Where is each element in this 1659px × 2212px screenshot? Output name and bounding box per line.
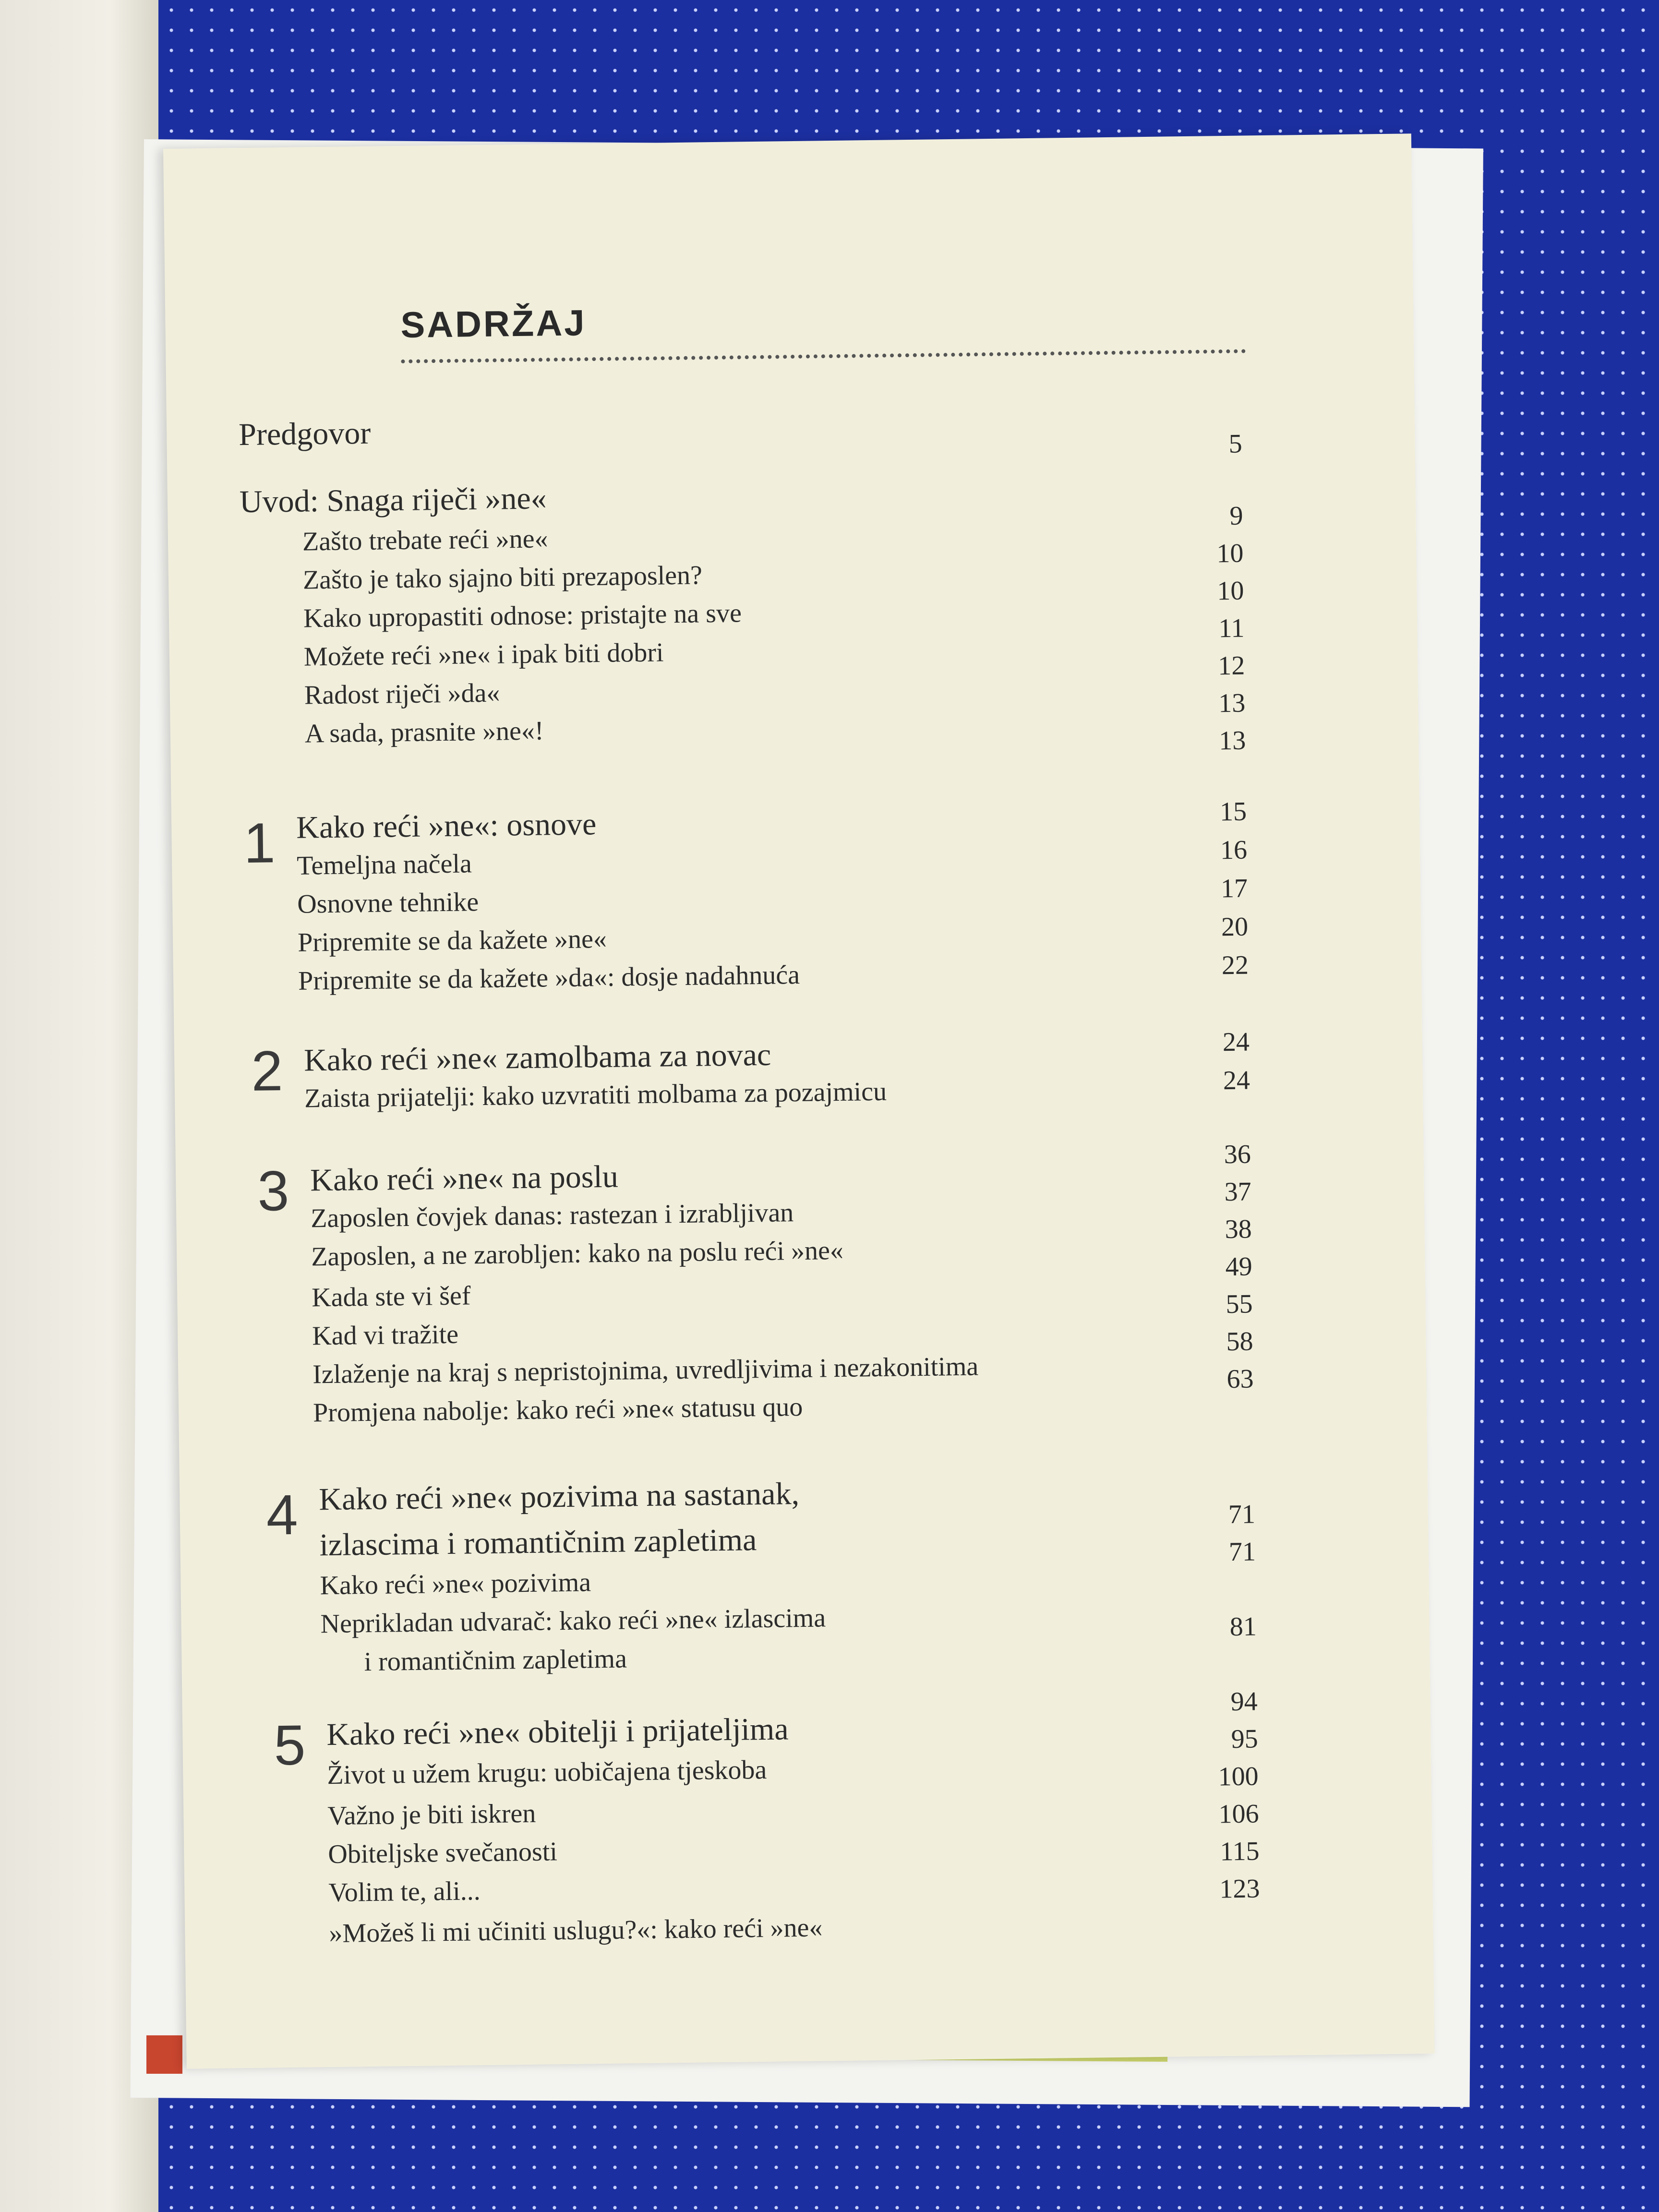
toc-page-number: 12 [1217,650,1245,681]
toc-subentry: Osnovne tehnike [297,887,479,919]
toc-page [163,133,1435,2068]
toc-subentry: Pripremite se da kažete »da«: dosje nadahnuća [298,960,800,996]
toc-page-number: 16 [1220,835,1248,866]
toc-page-number: 38 [1225,1214,1252,1245]
toc-entry-chapter-cont: izlascima i romantičnim zapletima [319,1522,757,1563]
toc-page-number: 100 [1218,1761,1259,1792]
toc-page-number: 115 [1220,1836,1260,1867]
toc-subentry: Promjena nabolje: kako reći »ne« statusu quo [313,1392,803,1428]
toc-subentry: Pripremite se da kažete »ne« [297,924,607,958]
toc-subentry: Život u užem krugu: uobičajena tjeskoba [327,1755,767,1791]
toc-page-number: 71 [1228,1537,1256,1567]
toc-page-number: 55 [1226,1289,1253,1320]
toc-subentry: Zaposlen, a ne zarobljen: kako na poslu reći »ne« [311,1235,844,1272]
toc-page-number: 10 [1216,538,1244,569]
toc-page-number: 95 [1231,1724,1259,1755]
toc-subentry: Kako upropastiti odnose: pristajte na sve [303,598,742,634]
toc-page-number: 49 [1225,1251,1252,1282]
toc-subentry: Volim te, ali... [328,1876,481,1908]
toc-page-number: 81 [1229,1611,1257,1642]
page-title: SADRŽAJ [400,302,587,346]
chapter-number: 3 [257,1159,289,1223]
toc-subentry: Izlaženje na kraj s nepristojnima, uvredljivima i nezakonitima [312,1351,979,1390]
chapter-number: 5 [273,1713,306,1778]
toc-page-number: 17 [1220,873,1248,904]
toc-page-number: 22 [1221,950,1249,981]
toc-entry-chapter: Kako reći »ne« pozivima na sastanak, [318,1476,800,1517]
toc-page-number: 24 [1222,1027,1250,1058]
toc-page-number: 24 [1223,1065,1250,1096]
toc-page-number: 5 [1228,429,1243,459]
toc-subentry: Temeljna načela [296,849,472,881]
chapter-number: 4 [265,1483,299,1547]
table-of-contents [163,133,1435,2068]
toc-page-number: 11 [1218,613,1245,644]
chapter-number: 2 [251,1039,283,1103]
toc-subentry: Zašto je tako sjajno biti prezaposlen? [302,560,703,595]
toc-subentry: Zaposlen čovjek danas: rastezan i izrabljivan [310,1198,794,1234]
toc-subentry: Obiteljske svečanosti [328,1837,558,1870]
toc-subentry: A sada, prasnite »ne«! [304,716,544,749]
toc-subentry: Važno je biti iskren [327,1798,536,1831]
toc-page-number: 15 [1219,796,1247,827]
toc-page-number: 36 [1224,1139,1251,1170]
toc-page-number: 13 [1218,725,1246,756]
toc-subentry: Zaista prijatelji: kako uzvratiti molbama za pozajmicu [304,1076,887,1114]
toc-page-number: 13 [1218,688,1246,719]
toc-entry-intro: Uvod: Snaga riječi »ne« [239,481,547,520]
toc-page-number: 123 [1219,1874,1260,1904]
toc-page-number: 58 [1226,1326,1253,1357]
toc-page-number: 20 [1221,912,1249,942]
toc-page-number: 106 [1218,1799,1259,1829]
toc-subentry: Kad vi tražite [312,1319,459,1351]
toc-page-number: 37 [1224,1177,1252,1207]
toc-entry-preface: Predgovor [238,415,371,453]
toc-subentry: Zašto trebate reći »ne« [302,524,548,557]
toc-subentry: Možete reći »ne« i ipak biti dobri [303,637,664,672]
toc-page-number: 9 [1229,501,1243,531]
bookmark-ribbon [146,2035,182,2074]
toc-page-number: 63 [1226,1364,1254,1395]
toc-entry-chapter: Kako reći »ne« na poslu [310,1159,619,1198]
toc-subentry: »Možeš li mi učiniti uslugu?«: kako reći »ne« [329,1912,823,1949]
toc-subentry: Kada ste vi šef [311,1281,471,1313]
toc-page-number: 10 [1217,576,1244,606]
toc-entry-chapter: Kako reći »ne« obitelji i prijateljima [326,1711,789,1753]
toc-page-number: 94 [1230,1686,1258,1717]
toc-entry-chapter: Kako reći »ne«: osnove [296,806,597,845]
toc-entry-chapter: Kako reći »ne« zamolbama za novac [303,1037,771,1078]
toc-page-number: 71 [1228,1499,1256,1530]
chapter-number: 1 [243,811,276,876]
toc-subentry: Neprikladan udvarač: kako reći »ne« izlascima [320,1603,826,1639]
toc-subentry-cont: i romantičnim zapletima [364,1644,627,1677]
toc-subentry: Radost riječi »da« [304,678,500,710]
toc-subentry: Kako reći »ne« pozivima [320,1567,591,1601]
